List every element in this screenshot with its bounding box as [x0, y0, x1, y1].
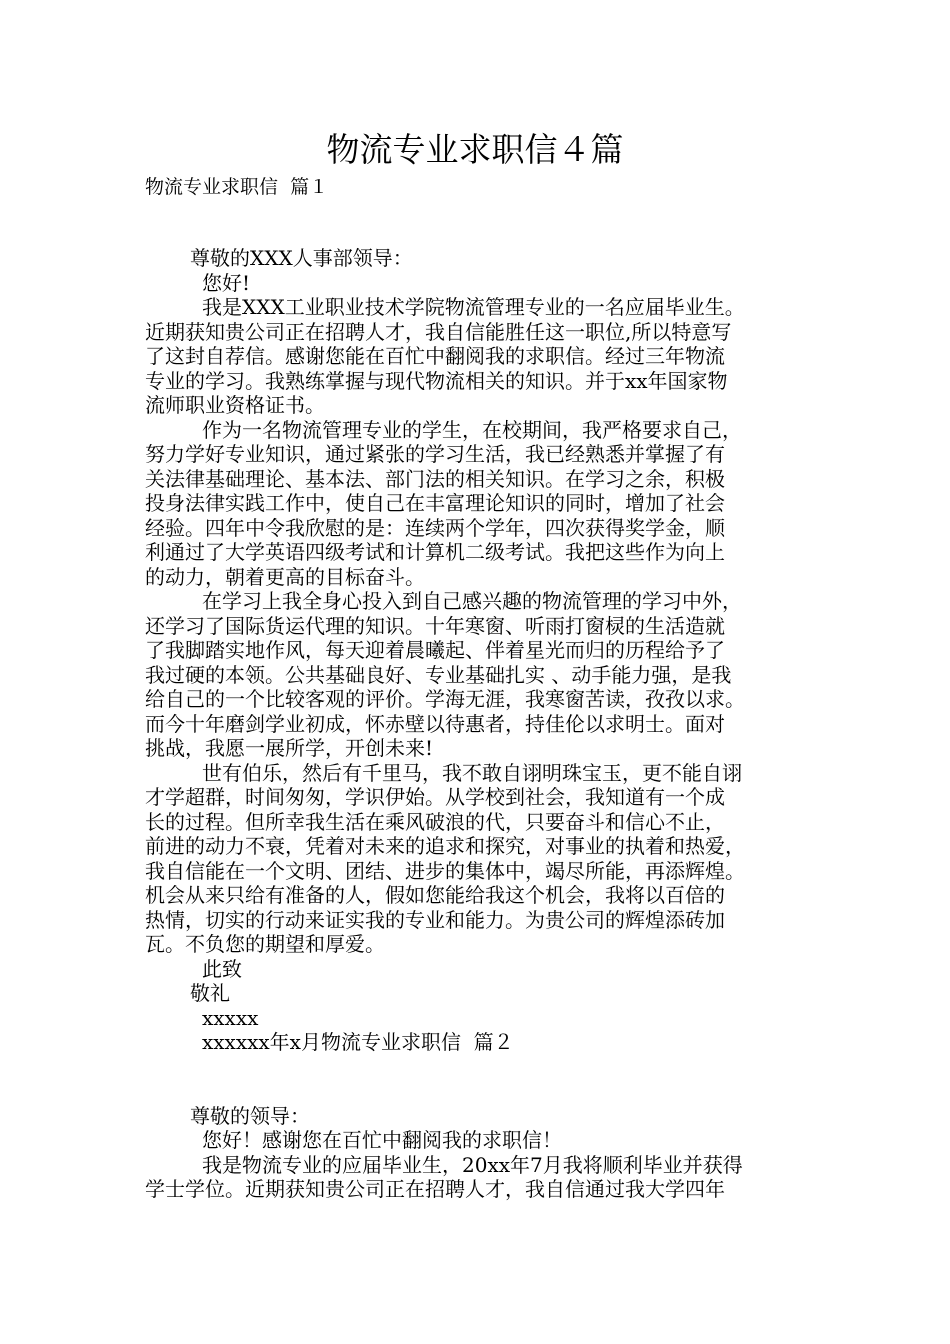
text-line: xxxxx	[202, 1005, 259, 1030]
text-line: 投身法律实践工作中，使自己在丰富理论知识的同时，增加了社会	[145, 491, 725, 515]
text-line: 还学习了国际货运代理的知识。十年寒窗、听雨打窗棂的生活造就	[145, 613, 725, 638]
text-line: 流师职业资格证书。	[145, 393, 325, 417]
document-subtitle: 物流专业求职信 篇１	[145, 176, 329, 198]
text-line: xxxxxx年x月物流专业求职信 篇２	[202, 1030, 514, 1054]
text-line: 我过硬的本领。公共基础良好、专业基础扎实 、动手能力强，是我	[145, 662, 732, 687]
text-line: 了我脚踏实地作风，每天迎着晨曦起、伴着星光而归的历程给予了	[145, 638, 725, 662]
text-line: 我自信能在一个文明、团结、进步的集体中，竭尽所能，再添辉煌。	[145, 858, 745, 883]
text-line: 利通过了大学英语四级考试和计算机二级考试。我把这些作为向上	[145, 540, 725, 564]
text-line: 前进的动力不衰，凭着对未来的追求和探究，对事业的执着和热爱，	[145, 834, 745, 858]
text-line: 在学习上我全身心投入到自己感兴趣的物流管理的学习中外，	[202, 589, 742, 613]
text-line: 努力学好专业知识，通过紧张的学习生活，我已经熟悉并掌握了有	[145, 442, 725, 466]
text-line: 了这封自荐信。感谢您能在百忙中翻阅我的求职信。经过三年物流	[145, 344, 725, 368]
text-line: 而今十年磨剑学业初成，怀赤壁以待惠者，持佳伦以求明士。面对	[145, 711, 725, 736]
text-line: 我是XXX工业职业技术学院物流管理专业的一名应届毕业生。	[202, 295, 745, 319]
text-line: 机会从来只给有准备的人，假如您能给我这个机会，我将以百倍的	[145, 883, 725, 907]
blank-gap	[145, 1055, 805, 1104]
text-line: 瓦。不负您的期望和厚爱。	[145, 932, 385, 956]
text-line: 关法律基础理论、基本法、部门法的相关知识。在学习之余，积极	[145, 466, 725, 491]
letter-body	[145, 246, 805, 1202]
text-line: 才学超群，时间匆匆，学识伊始。从学校到社会，我知道有一个成	[145, 785, 725, 809]
text-line: 尊敬的领导：	[190, 1103, 310, 1128]
text-line: 学士学位。近期获知贵公司正在招聘人才，我自信通过我大学四年	[145, 1177, 725, 1201]
text-line: 的动力，朝着更高的目标奋斗。	[145, 564, 425, 589]
text-line: 挑战，我愿一展所学，开创未来!	[145, 736, 434, 760]
text-line: 近期获知贵公司正在招聘人才，我自信能胜任这一职位,所以特意写	[145, 319, 732, 344]
text-line: 敬礼	[190, 981, 230, 1005]
text-line: 专业的学习。我熟练掌握与现代物流相关的知识。并于xx年国家物	[145, 368, 728, 393]
text-line: 世有伯乐，然后有千里马，我不敢自诩明珠宝玉，更不能自诩	[202, 760, 742, 785]
text-line: 经验。四年中令我欣慰的是：连续两个学年，四次获得奖学金，顺	[145, 515, 725, 540]
text-line: 长的过程。但所幸我生活在乘风破浪的代，只要奋斗和信心不止，	[145, 809, 725, 834]
document-title: 物流专业求职信４篇	[326, 130, 624, 169]
text-line: 此致	[202, 956, 242, 981]
text-line: 您好!	[202, 270, 251, 295]
text-line: 尊敬的XXX人事部领导：	[190, 246, 413, 270]
text-line: 给自己的一个比较客观的评价。学海无涯，我寒窗苦读，孜孜以求。	[145, 687, 745, 711]
text-line: 作为一名物流管理专业的学生，在校期间，我严格要求自己，	[202, 417, 742, 442]
text-line: 您好！感谢您在百忙中翻阅我的求职信！	[202, 1128, 562, 1152]
text-line: 热情，切实的行动来证实我的专业和能力。为贵公司的辉煌添砖加	[145, 907, 725, 932]
text-line: 我是物流专业的应届毕业生，20xx年7月我将顺利毕业并获得	[202, 1152, 743, 1177]
